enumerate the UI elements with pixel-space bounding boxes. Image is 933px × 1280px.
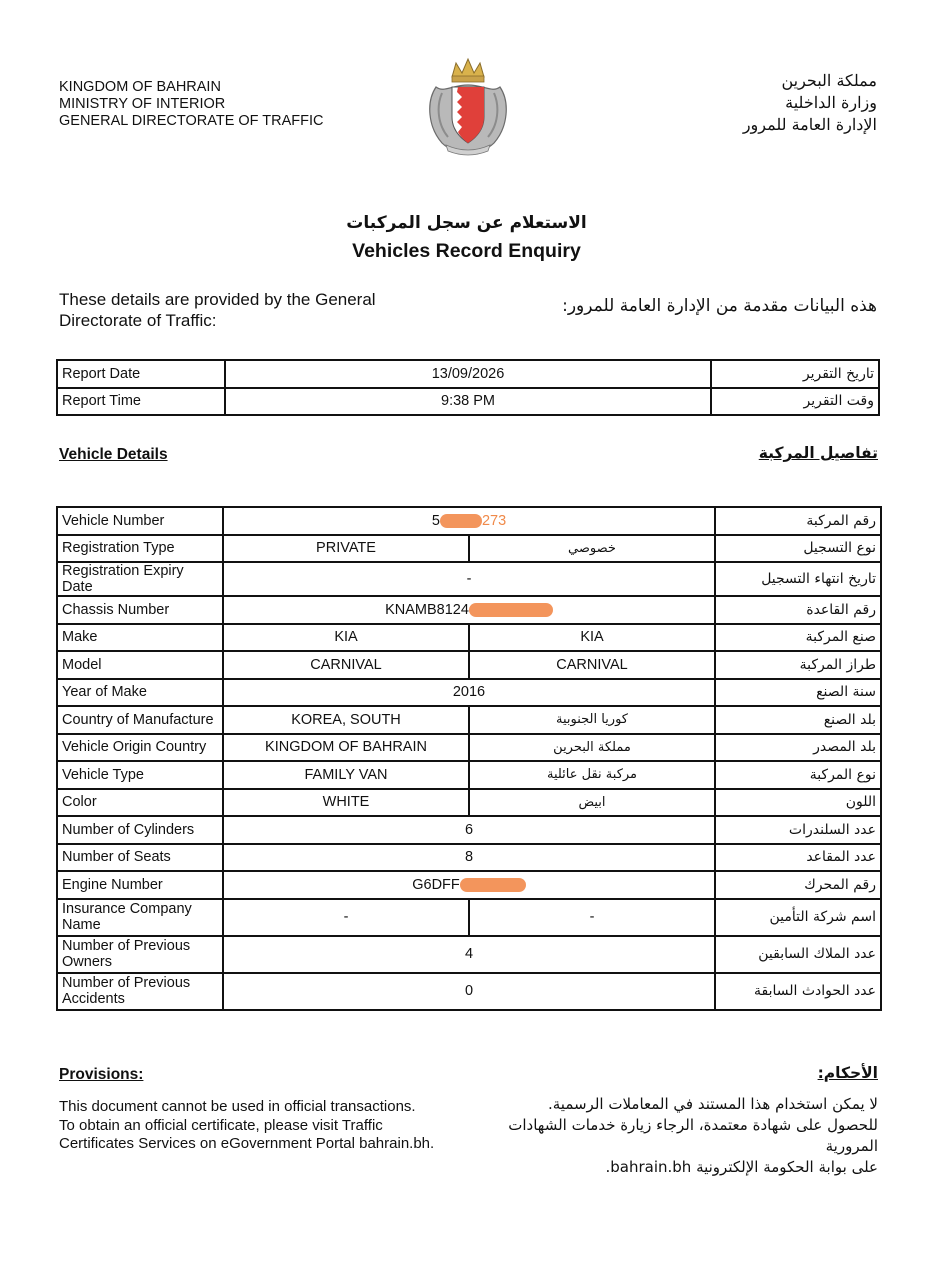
registration-expiry-label: Registration Expiry Date — [57, 562, 223, 596]
vehicle-type-label: Vehicle Type — [57, 761, 223, 789]
make-value: KIA — [223, 624, 469, 652]
header-en-line-1: KINGDOM OF BAHRAIN — [59, 79, 221, 95]
vehicle-number-label-ar: رقم المركبة — [715, 507, 881, 535]
chassis-number-value — [223, 596, 715, 624]
vehicle-type-value-ar: مركبة نقل عائلية — [469, 761, 715, 789]
table-row — [57, 562, 881, 596]
country-of-manufacture-label: Country of Manufacture — [57, 706, 223, 734]
previous-owners-label: Number of Previous Owners — [57, 936, 223, 973]
vehicle-details-heading: Vehicle Details — [59, 446, 168, 463]
redaction-mark — [440, 514, 482, 528]
engine-number-label-ar: رقم المحرك — [715, 871, 881, 899]
registration-type-label: Registration Type — [57, 535, 223, 563]
redaction-mark — [460, 878, 526, 892]
engine-number-visible: G6DFF — [412, 876, 460, 893]
provisions-heading-ar: الأحكام: — [817, 1064, 878, 1082]
table-row — [57, 844, 881, 872]
country-of-manufacture-value: KOREA, SOUTH — [223, 706, 469, 734]
seats-label: Number of Seats — [57, 844, 223, 872]
provisions-en-line-1: This document cannot be used in official transactions. — [59, 1098, 416, 1115]
previous-accidents-value: 0 — [223, 973, 715, 1010]
chassis-number-label-ar: رقم القاعدة — [715, 596, 881, 624]
vehicle-table — [56, 506, 882, 1011]
origin-country-label-ar: بلد المصدر — [715, 734, 881, 762]
insurance-company-value-ar: - — [469, 899, 715, 936]
year-of-make-value: 2016 — [223, 679, 715, 707]
report-time-label-ar: وقت التقرير — [711, 388, 879, 416]
insurance-company-label: Insurance Company Name — [57, 899, 223, 936]
registration-type-value: PRIVATE — [223, 535, 469, 563]
report-time-label: Report Time — [57, 388, 225, 416]
provisions-en-line-3: Certificates Services on eGovernment Portal bahrain.bh. — [59, 1135, 435, 1152]
table-row — [57, 535, 881, 563]
provisions-ar-line-1: لا يمكن استخدام هذا المستند في المعاملات الرسمية. — [547, 1095, 878, 1113]
provisions-ar-line-3: على بوابة الحكومة الإلكترونية bahrain.bh. — [605, 1158, 878, 1176]
previous-accidents-label-ar: عدد الحوادث السابقة — [715, 973, 881, 1010]
header-ar-line-3: الإدارة العامة للمرور — [742, 115, 877, 134]
registration-expiry-label-ar: تاريخ انتهاء التسجيل — [715, 562, 881, 596]
provisions-heading: Provisions: — [59, 1066, 144, 1083]
seats-value: 8 — [223, 844, 715, 872]
title-english: Vehicles Record Enquiry — [352, 240, 581, 262]
color-value-ar: ابيض — [469, 789, 715, 817]
insurance-company-value: - — [223, 899, 469, 936]
previous-accidents-label: Number of Previous Accidents — [57, 973, 223, 1010]
seats-label-ar: عدد المقاعد — [715, 844, 881, 872]
registration-expiry-value: - — [223, 562, 715, 596]
vehicle-type-label-ar: نوع المركبة — [715, 761, 881, 789]
table-row — [57, 789, 881, 817]
year-of-make-label-ar: سنة الصنع — [715, 679, 881, 707]
table-row — [57, 871, 881, 899]
table-row — [57, 816, 881, 844]
header-en-line-2: MINISTRY OF INTERIOR — [59, 96, 226, 112]
origin-country-label: Vehicle Origin Country — [57, 734, 223, 762]
table-row — [57, 679, 881, 707]
country-of-manufacture-value-ar: كوريا الجنوبية — [469, 706, 715, 734]
table-row — [57, 973, 881, 1010]
chassis-number-label: Chassis Number — [57, 596, 223, 624]
table-row — [57, 706, 881, 734]
color-label-ar: اللون — [715, 789, 881, 817]
make-label-ar: صنع المركبة — [715, 624, 881, 652]
engine-number-value — [223, 871, 715, 899]
table-row — [57, 596, 881, 624]
provisions-en-line-2: To obtain an official certificate, please visit Traffic — [59, 1116, 383, 1134]
provisions-ar-line-2: للحصول على شهادة معتمدة، الرجاء زيارة خدمات الشهادات المرورية — [508, 1116, 878, 1155]
redaction-mark — [469, 603, 553, 617]
country-of-manufacture-label-ar: بلد الصنع — [715, 706, 881, 734]
vehicle-number-label: Vehicle Number — [57, 507, 223, 535]
vehicle-number-value — [223, 507, 715, 535]
insurance-company-label-ar: اسم شركة التأمين — [715, 899, 881, 936]
make-label: Make — [57, 624, 223, 652]
table-row — [57, 899, 881, 936]
color-label: Color — [57, 789, 223, 817]
engine-number-label: Engine Number — [57, 871, 223, 899]
vehicle-number-visible: 5 — [431, 512, 440, 529]
model-label: Model — [57, 651, 223, 679]
table-row — [57, 507, 881, 535]
table-row — [57, 624, 881, 652]
table-row — [57, 388, 879, 416]
header-ar-line-2: وزارة الداخلية — [785, 93, 877, 112]
provisions-text-arabic — [458, 1094, 878, 1178]
intro-english: These details are provided by the General Directorate of Traffic: — [59, 290, 376, 330]
report-time-value: 9:38 PM — [225, 388, 711, 416]
cylinders-label-ar: عدد السلندرات — [715, 816, 881, 844]
model-value-ar: CARNIVAL — [469, 651, 715, 679]
model-value: CARNIVAL — [223, 651, 469, 679]
registration-type-label-ar: نوع التسجيل — [715, 535, 881, 563]
table-row — [57, 936, 881, 973]
origin-country-value-ar: مملكة البحرين — [469, 734, 715, 762]
previous-owners-label-ar: عدد الملاك السابقين — [715, 936, 881, 973]
vehicle-type-value: FAMILY VAN — [223, 761, 469, 789]
report-date-label-ar: تاريخ التقرير — [711, 360, 879, 388]
cylinders-label: Number of Cylinders — [57, 816, 223, 844]
header-english — [59, 79, 324, 130]
model-label-ar: طراز المركبة — [715, 651, 881, 679]
title-arabic: الاستعلام عن سجل المركبات — [346, 213, 587, 233]
cylinders-value: 6 — [223, 816, 715, 844]
table-row — [57, 360, 879, 388]
previous-owners-value: 4 — [223, 936, 715, 973]
report-table — [56, 359, 880, 416]
registration-type-value-ar: خصوصي — [469, 535, 715, 563]
color-value: WHITE — [223, 789, 469, 817]
table-row — [57, 734, 881, 762]
header-ar-line-1: مملكة البحرين — [781, 71, 877, 90]
vehicle-details-heading-ar: تفاصيل المركبة — [758, 444, 878, 462]
vehicle-number-suffix: 273 — [481, 512, 507, 529]
provisions-text-english — [59, 1098, 459, 1154]
make-value-ar: KIA — [469, 624, 715, 652]
chassis-number-visible: KNAMB8124 — [385, 601, 469, 618]
report-date-label: Report Date — [57, 360, 225, 388]
table-row — [57, 761, 881, 789]
report-date-value: 13/09/2026 — [225, 360, 711, 388]
year-of-make-label: Year of Make — [57, 679, 223, 707]
bahrain-coat-of-arms-icon — [422, 57, 514, 157]
header-en-line-3: GENERAL DIRECTORATE OF TRAFFIC — [59, 113, 324, 129]
header-arabic — [743, 70, 877, 136]
intro-arabic: هذه البيانات مقدمة من الإدارة العامة للمرور: — [562, 296, 877, 316]
table-row — [57, 651, 881, 679]
origin-country-value: KINGDOM OF BAHRAIN — [223, 734, 469, 762]
